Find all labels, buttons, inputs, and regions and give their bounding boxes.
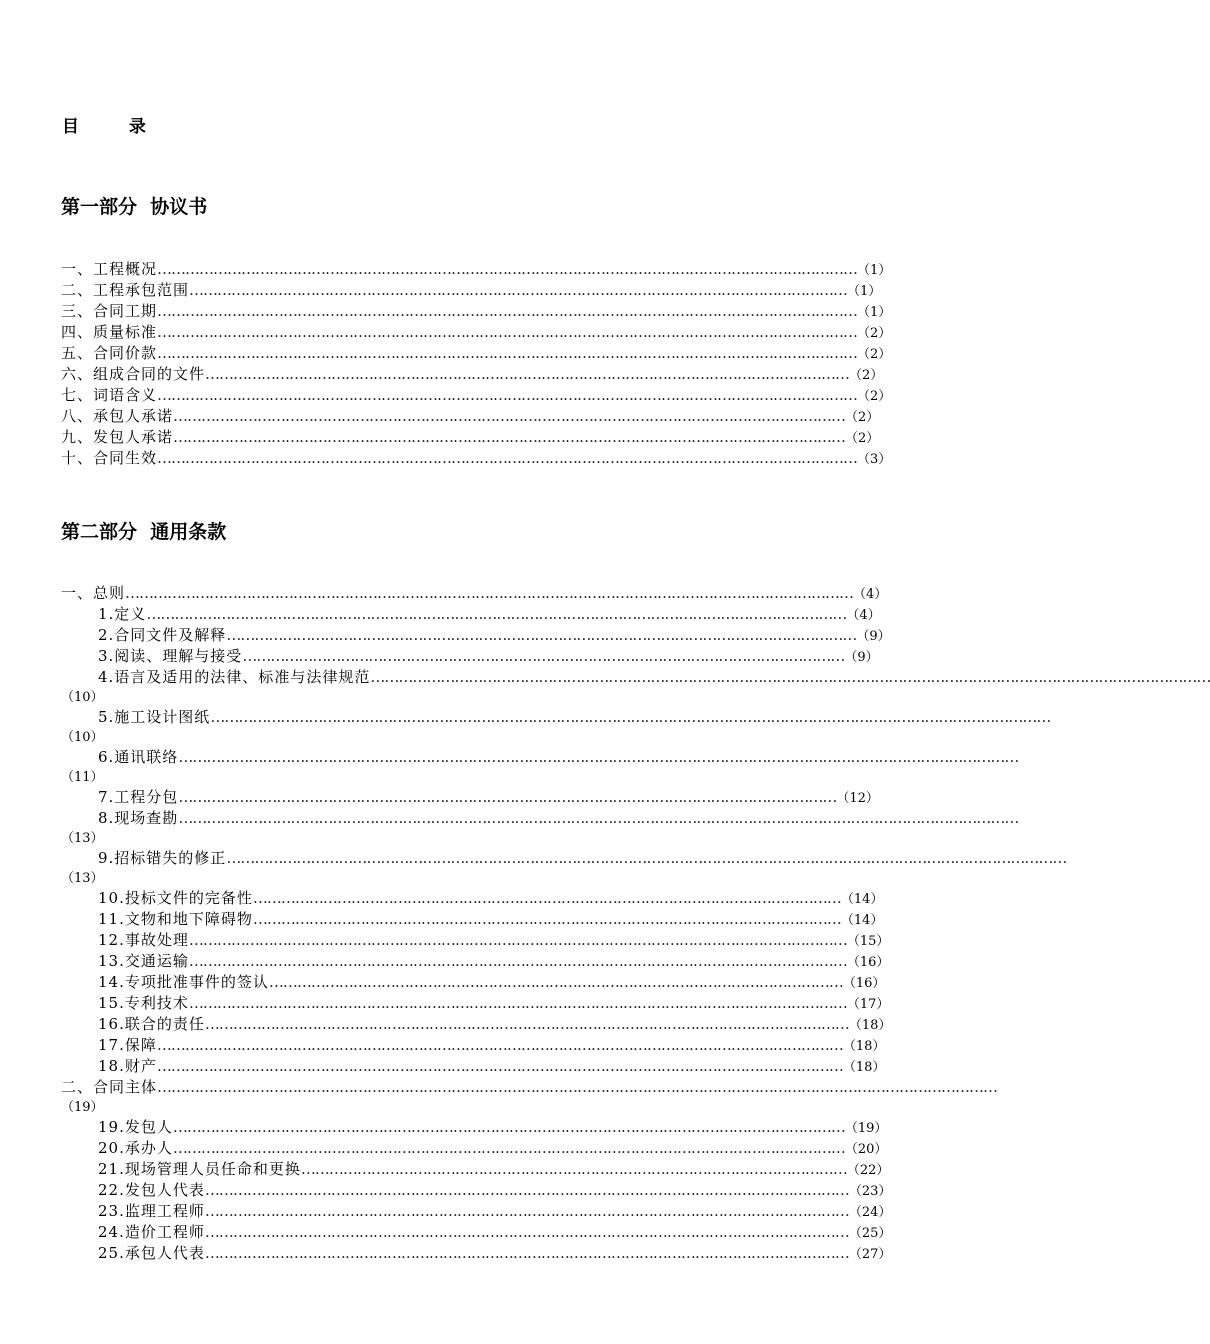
toc-entry-label: 三、合同工期	[61, 302, 158, 320]
toc-entry[interactable]	[61, 1117, 891, 1138]
toc-entry-label: 五、合同价款	[61, 344, 158, 362]
toc-leader-dots: …………………………………………………………………………………………………………………………	[205, 365, 850, 383]
toc-leader-dots: ……………………………………………………………………………………………………………………………	[189, 281, 848, 299]
toc-title: 目 录	[62, 117, 168, 137]
toc-leader-dots: ………………………………………………………………………………………………………………………………………………………………	[370, 668, 1210, 686]
toc-entry[interactable]	[61, 707, 1051, 728]
toc-entry-label: 六、组成合同的文件	[61, 365, 206, 383]
toc-entry[interactable]	[61, 1222, 891, 1243]
toc-entry-label: 11.文物和地下障碍物	[98, 910, 253, 928]
toc-entry-label: 23.监理工程师	[98, 1202, 205, 1220]
toc-entry-page: （27）	[848, 1247, 892, 1262]
toc-entry-page: （9）	[856, 629, 891, 644]
toc-entry-page: （14）	[840, 892, 884, 907]
toc-entry[interactable]	[61, 909, 891, 930]
toc-entry[interactable]	[61, 448, 891, 469]
toc-entry-page: （2）	[849, 368, 884, 383]
toc-entry-label: 12.事故处理	[98, 931, 189, 949]
toc-entry-label: 17.保障	[98, 1036, 157, 1054]
toc-entry-page: （11）	[61, 770, 104, 785]
toc-entry-label: 九、发包人承诺	[61, 428, 174, 446]
toc-entry[interactable]	[61, 747, 1019, 768]
toc-entry[interactable]	[61, 667, 1210, 688]
toc-entry[interactable]	[61, 259, 891, 280]
toc-entry[interactable]	[61, 888, 891, 909]
toc-leader-dots: ……………………………………………………………………………………………………………………………………	[157, 449, 858, 467]
toc-entry-label: 十、合同生效	[61, 449, 158, 467]
toc-entry[interactable]	[61, 951, 891, 972]
toc-leader-dots: ………………………………………………………………………………………………………………………………………………………………	[210, 708, 1051, 726]
toc-entry-label: 15.专利技术	[98, 994, 189, 1012]
toc-entry-label: 一、工程概况	[61, 260, 158, 278]
toc-entry[interactable]	[61, 625, 891, 646]
toc-entry[interactable]	[61, 1201, 891, 1222]
toc-entry[interactable]	[61, 301, 891, 322]
toc-leader-dots: ……………………………………………………………………………………………………………	[268, 973, 843, 991]
toc-leader-dots: ………………………………………………………………………………………………………………………………	[173, 428, 846, 446]
toc-leader-dots: …………………………………………………………………………………………………………………………………………	[125, 584, 854, 602]
toc-entry-label: 七、词语含义	[61, 386, 158, 404]
toc-entry-page: （18）	[842, 1039, 886, 1054]
toc-entry[interactable]	[61, 972, 891, 993]
toc-entry-page: （13）	[61, 831, 104, 846]
toc-entry[interactable]	[61, 646, 891, 667]
toc-leader-dots: ………………………………………………………………………………………………………………………………	[172, 1118, 845, 1136]
toc-leader-dots: ………………………………………………………………………………………………………………………………………………………………	[178, 748, 1019, 766]
toc-entry-page: （16）	[842, 976, 886, 991]
toc-entry-label: 二、工程承包范围	[61, 281, 190, 299]
toc-entry-page: （2）	[845, 431, 880, 446]
toc-entry-label: 20.承办人	[98, 1139, 173, 1157]
toc-entry[interactable]	[61, 1180, 891, 1201]
toc-entry[interactable]	[61, 993, 891, 1014]
toc-entry-page: （9）	[844, 650, 879, 665]
toc-entry-label: 16.联合的责任	[98, 1015, 205, 1033]
toc-entry[interactable]	[61, 364, 891, 385]
toc-entry-page: （2）	[845, 410, 880, 425]
toc-entry-page: （18）	[842, 1060, 886, 1075]
toc-entry[interactable]	[61, 406, 891, 427]
toc-entry-label: 6.通讯联络	[98, 748, 179, 766]
part1-toc-list	[61, 259, 891, 469]
toc-entry-label: 25.承包人代表	[98, 1244, 205, 1262]
toc-leader-dots: …………………………………………………………………………………………………………………………	[204, 1202, 849, 1220]
toc-entry-label: 4.语言及适用的法律、标准与法律规范	[98, 668, 371, 686]
toc-entry-label: 24.造价工程师	[98, 1223, 205, 1241]
toc-entry-page: （10）	[61, 690, 104, 705]
toc-leader-dots: ………………………………………………………………………………………………………………………………………………………………	[157, 1078, 998, 1096]
toc-entry[interactable]	[61, 583, 891, 604]
toc-entry-label: 13.交通运输	[98, 952, 189, 970]
toc-entry-label: 7.工程分包	[98, 788, 179, 806]
toc-entry[interactable]	[61, 385, 891, 406]
toc-entry-page: （10）	[61, 730, 104, 745]
toc-entry[interactable]	[61, 808, 1019, 829]
toc-entry-page: （4）	[846, 608, 881, 623]
toc-leader-dots: …………………………………………………………………………………………………………………………………	[156, 1036, 843, 1054]
toc-entry-page: （22）	[846, 1163, 890, 1178]
toc-entry-label: 18.财产	[98, 1057, 157, 1075]
toc-entry-page: （12）	[836, 791, 879, 806]
toc-entry[interactable]	[61, 1035, 891, 1056]
toc-entry[interactable]	[61, 322, 891, 343]
part1-heading: 第一部分 协议书	[61, 196, 208, 218]
toc-leader-dots: ……………………………………………………………………………………………………………………………………	[157, 323, 858, 341]
toc-entry-page: （13）	[61, 871, 104, 886]
toc-entry-page: （19）	[61, 1100, 104, 1115]
toc-entry-page: （17）	[846, 997, 890, 1012]
toc-entry[interactable]	[61, 1014, 891, 1035]
toc-entry-page: （1）	[857, 305, 892, 320]
toc-entry-page: （1）	[857, 263, 892, 278]
toc-entry-label: 10.投标文件的完备性	[98, 889, 253, 907]
toc-entry-label: 八、承包人承诺	[61, 407, 174, 425]
toc-entry-page: （18）	[848, 1018, 892, 1033]
toc-entry-label: 5.施工设计图纸	[98, 708, 211, 726]
toc-leader-dots: ………………………………………………………………………………………………………………………………………………………………	[178, 809, 1019, 827]
toc-entry-label: 9.招标错失的修正	[98, 849, 227, 867]
toc-entry[interactable]	[61, 280, 891, 301]
toc-entry[interactable]	[61, 604, 891, 625]
toc-entry-page: （2）	[857, 326, 892, 341]
toc-leader-dots: …………………………………………………………………………………………………………………………	[204, 1015, 849, 1033]
toc-entry-page: （2）	[857, 389, 892, 404]
part2-heading: 第二部分 通用条款	[61, 521, 227, 543]
toc-entry[interactable]	[61, 848, 1067, 869]
toc-leader-dots: …………………………………………………………………………………………………………………………	[204, 1223, 849, 1241]
toc-leader-dots: ……………………………………………………………………………………………………………………………………	[157, 344, 858, 362]
toc-entry-page: （19）	[844, 1121, 888, 1136]
toc-leader-dots: ……………………………………………………………………………………………………………………………	[188, 931, 847, 949]
toc-entry[interactable]	[61, 343, 891, 364]
toc-leader-dots: ……………………………………………………………………………………………………………………………	[188, 952, 847, 970]
toc-entry-page: （4）	[853, 587, 888, 602]
toc-leader-dots: ………………………………………………………………………………………………………………………	[226, 626, 857, 644]
part2-toc-list	[61, 583, 1210, 1264]
toc-entry-page: （14）	[840, 913, 884, 928]
toc-entry[interactable]	[61, 1056, 891, 1077]
toc-leader-dots: ………………………………………………………………………………………………………………………………	[172, 1139, 845, 1157]
toc-leader-dots: …………………………………………………………………………………………………………………………	[204, 1181, 849, 1199]
toc-leader-dots: ……………………………………………………………………………………………………………………………………	[157, 386, 858, 404]
toc-leader-dots: ……………………………………………………………………………………………………………………………	[188, 994, 847, 1012]
toc-entry-page: （15）	[846, 934, 890, 949]
toc-leader-dots: …………………………………………………………………………………………………………………………………	[156, 1057, 843, 1075]
toc-entry-label: 1.定义	[98, 605, 147, 623]
toc-leader-dots: ………………………………………………………………………………………………………………………………	[173, 407, 846, 425]
toc-entry-label: 14.专项批准事件的签认	[98, 973, 269, 991]
toc-entry[interactable]	[61, 427, 891, 448]
toc-entry[interactable]	[61, 787, 891, 808]
toc-entry-page: （25）	[848, 1226, 892, 1241]
toc-entry-page: （24）	[848, 1205, 892, 1220]
toc-entry-page: （3）	[857, 452, 892, 467]
toc-leader-dots: ……………………………………………………………………………………………………………………………………	[157, 260, 858, 278]
toc-leader-dots: ……………………………………………………………………………………………………………………………………	[146, 605, 847, 623]
toc-entry-page: （20）	[844, 1142, 888, 1157]
toc-leader-dots: ……………………………………………………………………………………………………………………………………	[157, 302, 858, 320]
toc-entry[interactable]	[61, 1077, 998, 1098]
toc-entry-label: 8.现场查勘	[98, 809, 179, 827]
toc-entry-label: 一、总则	[61, 584, 126, 602]
toc-entry-page: （23）	[848, 1184, 892, 1199]
toc-entry[interactable]	[61, 1138, 891, 1159]
toc-entry-label: 四、质量标准	[61, 323, 158, 341]
toc-entry[interactable]	[61, 1243, 891, 1264]
toc-leader-dots: ………………………………………………………………………………………………………………	[252, 889, 841, 907]
toc-entry[interactable]	[61, 1159, 891, 1180]
toc-entry-label: 3.阅读、理解与接受	[98, 647, 243, 665]
toc-leader-dots: ………………………………………………………………………………………………………	[300, 1160, 847, 1178]
toc-leader-dots: ………………………………………………………………………………………………………………………………………………………………	[226, 849, 1067, 867]
toc-leader-dots: ……………………………………………………………………………………………………………………………	[178, 788, 837, 806]
toc-entry-label: 二、合同主体	[61, 1078, 158, 1096]
toc-entry-label: 22.发包人代表	[98, 1181, 205, 1199]
toc-entry-label: 19.发包人	[98, 1118, 173, 1136]
toc-entry-page: （2）	[857, 347, 892, 362]
toc-entry-page: （16）	[846, 955, 890, 970]
toc-entry-label: 21.现场管理人员任命和更换	[98, 1160, 301, 1178]
toc-leader-dots: ………………………………………………………………………………………………………………	[252, 910, 841, 928]
toc-entry-page: （1）	[847, 284, 882, 299]
toc-entry[interactable]	[61, 930, 891, 951]
toc-entry-label: 2.合同文件及解释	[98, 626, 227, 644]
toc-leader-dots: …………………………………………………………………………………………………………………………	[204, 1244, 849, 1262]
toc-leader-dots: …………………………………………………………………………………………………………………	[242, 647, 845, 665]
